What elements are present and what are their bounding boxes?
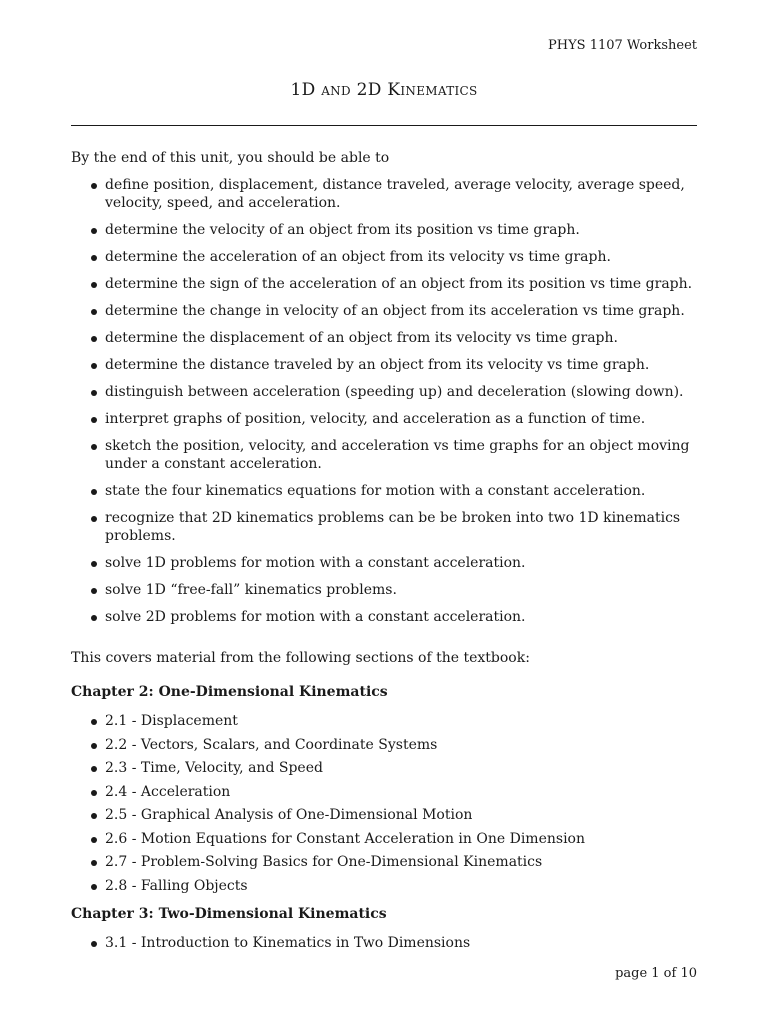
section-item: 2.7 - Problem-Solving Basics for One-Dimensional Kinematics xyxy=(71,851,697,875)
objective-item: sketch the position, velocity, and acceleration vs time graphs for an object moving under a constant acceleration. xyxy=(71,437,697,473)
objective-item: determine the change in velocity of an object from its acceleration vs time graph. xyxy=(71,302,697,320)
title-middle: 2D xyxy=(356,80,382,100)
objective-item: determine the distance traveled by an object from its velocity vs time graph. xyxy=(71,356,697,374)
objective-item: distinguish between acceleration (speeding up) and deceleration (slowing down). xyxy=(71,383,697,401)
objective-item: determine the acceleration of an object from its velocity vs time graph. xyxy=(71,248,697,266)
objective-item: determine the sign of the acceleration of an object from its position vs time graph. xyxy=(71,275,697,293)
objectives-list xyxy=(71,176,697,626)
section-item: 2.3 - Time, Velocity, and Speed xyxy=(71,757,697,781)
objective-item: define position, displacement, distance traveled, average velocity, average speed, velocity, speed, and acceleration. xyxy=(71,176,697,212)
page-header: PHYS 1107 Worksheet xyxy=(548,38,697,53)
title-word: Kinematics xyxy=(387,80,478,100)
document-title xyxy=(0,80,768,100)
title-divider xyxy=(71,125,697,126)
chapter-heading: Chapter 2: One-Dimensional Kinematics xyxy=(71,684,388,700)
objective-item: solve 2D problems for motion with a constant acceleration. xyxy=(71,608,697,626)
section-item: 2.4 - Acceleration xyxy=(71,781,697,805)
objective-item: interpret graphs of position, velocity, and acceleration as a function of time. xyxy=(71,410,697,428)
objective-item: solve 1D “free-fall” kinematics problems. xyxy=(71,581,697,599)
section-item: 2.2 - Vectors, Scalars, and Coordinate Systems xyxy=(71,734,697,758)
objective-item: state the four kinematics equations for motion with a constant acceleration. xyxy=(71,482,697,500)
section-item: 3.1 - Introduction to Kinematics in Two Dimensions xyxy=(71,932,697,956)
chapter-heading: Chapter 3: Two-Dimensional Kinematics xyxy=(71,906,387,922)
objective-item: solve 1D problems for motion with a constant acceleration. xyxy=(71,554,697,572)
chapter-2-sections xyxy=(71,710,697,898)
objective-item: recognize that 2D kinematics problems can be be broken into two 1D kinematics problems. xyxy=(71,509,697,545)
section-item: 2.8 - Falling Objects xyxy=(71,875,697,899)
page-number: page 1 of 10 xyxy=(615,966,697,981)
section-item: 2.5 - Graphical Analysis of One-Dimensional Motion xyxy=(71,804,697,828)
section-item: 2.1 - Displacement xyxy=(71,710,697,734)
title-prefix: 1D xyxy=(290,80,316,100)
covers-text: This covers material from the following sections of the textbook: xyxy=(71,650,530,666)
document-body xyxy=(71,148,697,962)
intro-text: By the end of this unit, you should be able to xyxy=(71,150,390,166)
objective-item: determine the velocity of an object from its position vs time graph. xyxy=(71,221,697,239)
objective-item: determine the displacement of an object from its velocity vs time graph. xyxy=(71,329,697,347)
section-item: 2.6 - Motion Equations for Constant Acceleration in One Dimension xyxy=(71,828,697,852)
title-and: and xyxy=(321,80,351,100)
chapter-3-sections xyxy=(71,932,697,956)
